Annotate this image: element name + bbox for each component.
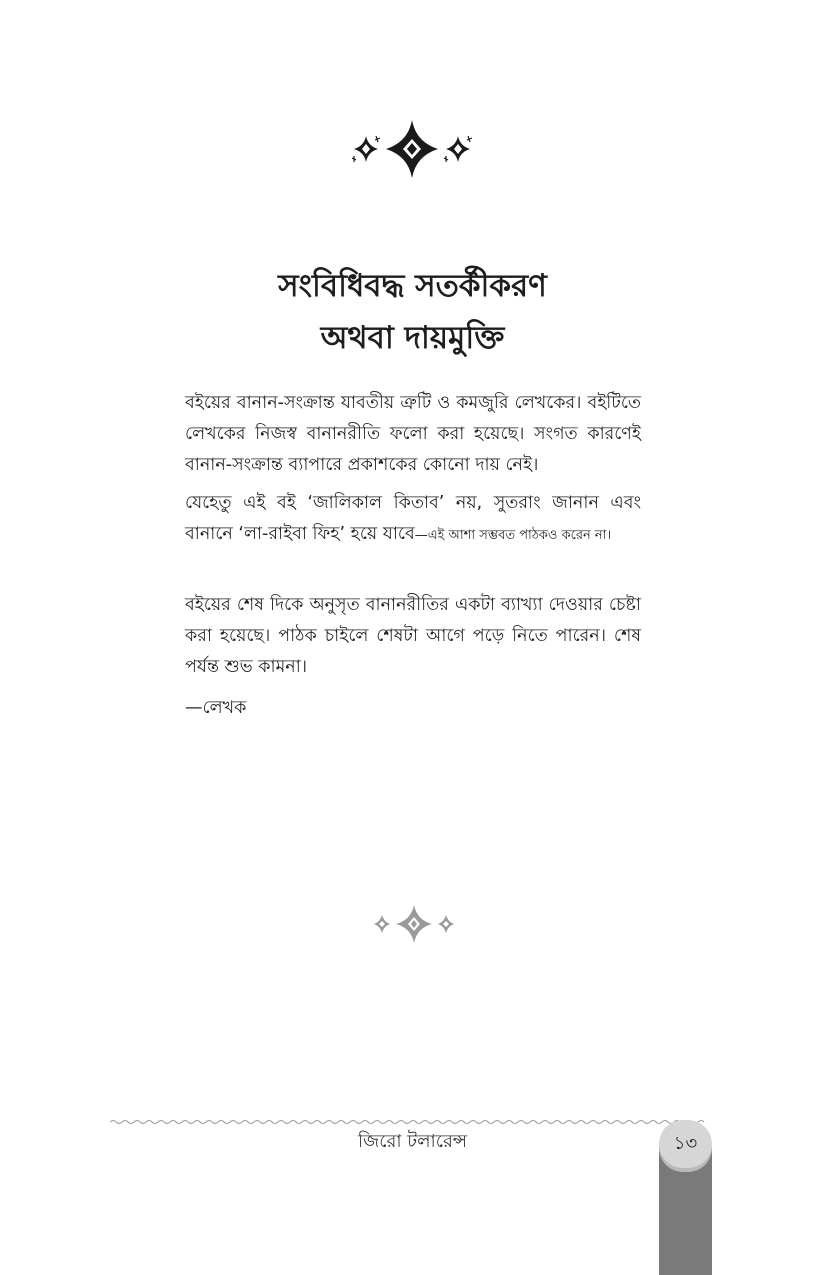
- page-title-line-2: অথবা দায়মুক্তি: [320, 320, 505, 356]
- author-signature: —লেখক: [185, 698, 247, 718]
- paragraph-expectation: [185, 488, 641, 551]
- paragraph-spelling-disclaimer: বইয়ের বানান-সংক্রান্ত যাবতীয় ত্রুটি ও কমজুরি লেখকের। বইটিতে লেখকের নিজস্ব বানানরীতি ফলো করা হয়েছে। সংগত কারণেই বানান-সংক্রান্ত ব্যাপারে প্রকাশকের কোনো দায় নেই।: [185, 393, 641, 475]
- star-ornament-icon: [368, 903, 460, 945]
- paragraph-expectation-main: যেহেতু এই বই ‘জালিকাল কিতাব’ নয়, সুতরাং জানান এবং বানানে ‘লা-রাইবা ফিহ’ হয়ে যাবে: [185, 493, 641, 544]
- page-number: ১৩: [673, 1132, 698, 1154]
- paragraph-spelling-explanation: বইয়ের শেষ দিকে অনুসৃত বানানরীতির একটা ব্যাখ্যা দেওয়ার চেষ্টা করা হয়েছে। পাঠক চাইলে শেষটা আগে পড়ে নিতে পারেন। শেষ পর্যন্ত শুভ কামনা।: [185, 595, 641, 677]
- star-ornament-icon: [342, 118, 482, 180]
- running-footer-book-title: জিরো টলারেন্স: [357, 1131, 468, 1152]
- footer-divider: [110, 1119, 708, 1125]
- paragraph-expectation-small: —এই আশা সম্ভবত পাঠকও করেন না।: [414, 528, 612, 543]
- page-number-badge: [659, 1120, 712, 1168]
- page-title-line-1: সংবিধিবদ্ধ সতর্কীকরণ: [278, 268, 547, 304]
